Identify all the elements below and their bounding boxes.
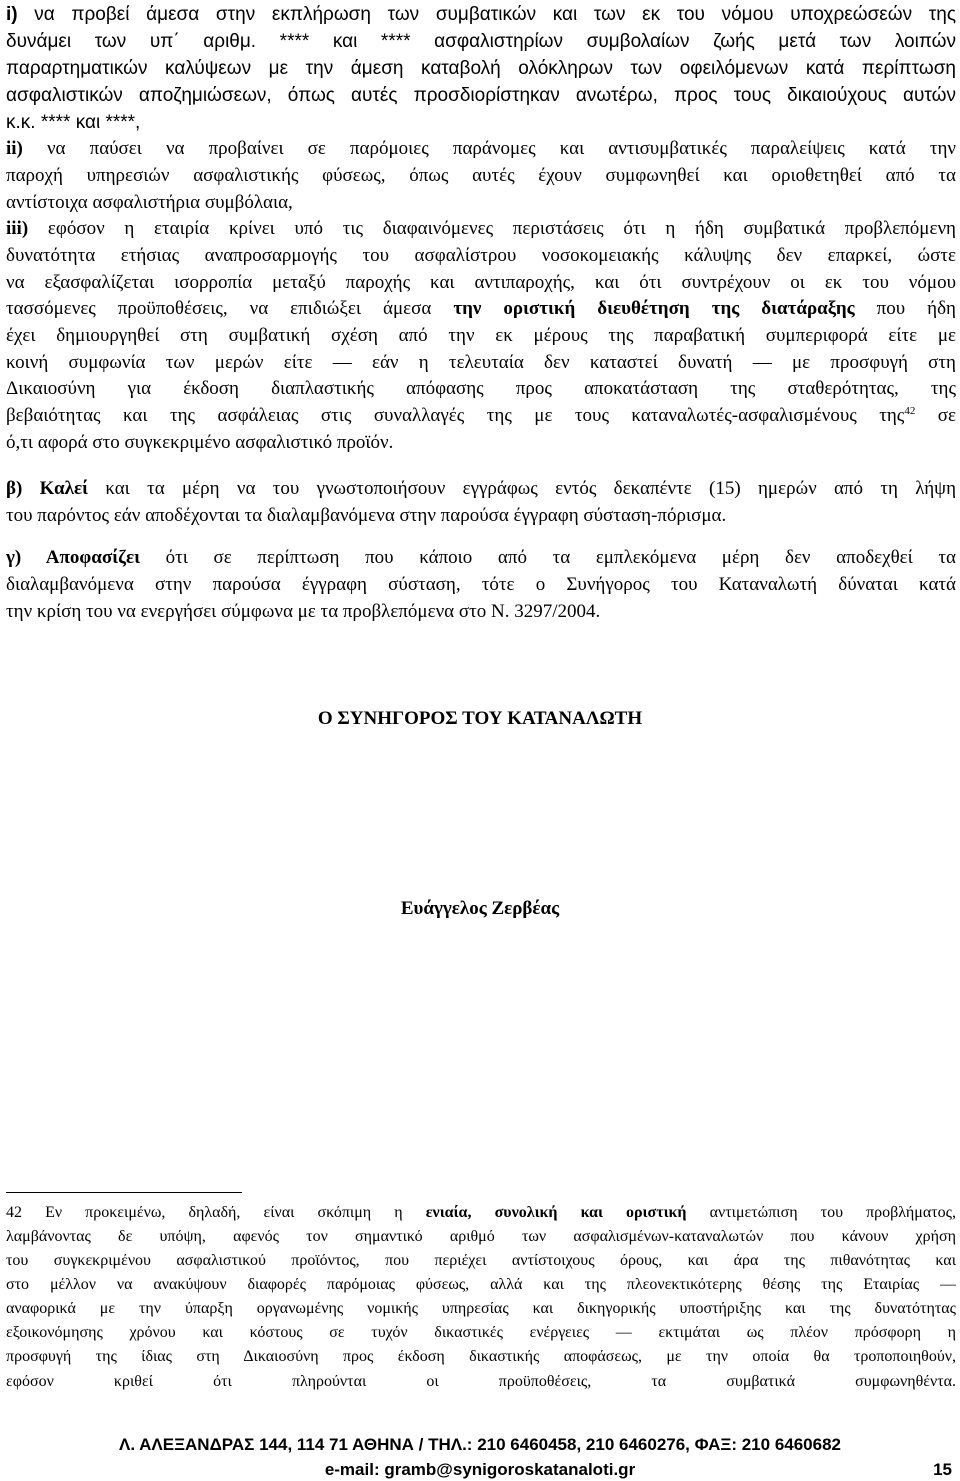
footnote-line-3: του συγκεκριμένου ασφαλιστικού προϊόντος, που περιέχει αντίστοιχους όρους, και άρα της πιθανότητας και — [6, 1252, 956, 1269]
footnote-ref-42: 42 — [904, 405, 916, 417]
footnote-divider — [6, 1192, 242, 1193]
signature-name: Ευάγγελος Ζερβέας — [400, 898, 560, 919]
para-c-line-3: την κρίση του να ενεργήσει σύμφωνα με τα προβλεπόμενα στο Ν. 3297/2004. — [6, 601, 601, 622]
para-i-line-3: παραρτηματικών καλύψεων με την άμεση καταβολή ολόκληρων των οφειλόμενων κατά περίπτωση — [6, 58, 956, 79]
para-iii-line-2: δυνατότητα ετήσιας αναπροσαρμογής του ασφαλίστρου νοσοκομειακής κάλυψης δεν επαρκεί, ώστε — [6, 245, 956, 266]
footnote-line-1: 42 Εν προκειμένω, δηλαδή, είναι σκόπιμη η ενιαία, συνολική και οριστική αντιμετώπιση του προβλήματος, — [6, 1204, 957, 1221]
footnote-line-8: εφόσον κριθεί ότι πληρούνται οι προϋποθέσεις, τα συμβατικά συμφωνηθέντα. — [6, 1373, 956, 1390]
para-iii-line-3: να εξασφαλίζεται ισορροπία μεταξύ παροχής και αντιπαροχής, και ότι συντρέχουν οι εκ του νόμου — [6, 272, 956, 293]
footnote-emphasis: ενιαία, συνολική και οριστική — [425, 1204, 687, 1221]
footnote-line-4: στο μέλλον να ανακύψουν διαφορές παρόμοιας φύσεως, αλλά και της πλεονεκτικότερης θέσης της Εταιρίας — — [6, 1276, 956, 1293]
para-iii-line-1: iii) εφόσον η εταιρία κρίνει υπό τις διαφαινόμενες περιστάσεις ότι η ήδη συμβατικά προβλεπόμενη — [6, 218, 956, 239]
para-iii-line-4: τασσόμενες προϋποθέσεις, να επιδιώξει άμεσα την οριστική διευθέτηση της διατάραξης που ήδη — [6, 298, 956, 319]
para-i-line-5: κ.κ. **** και ****, — [6, 112, 141, 133]
para-iii-label: iii) — [6, 218, 29, 239]
para-iii-line-6: κοινή συμφωνία των μερών είτε — εάν η τελευταία δεν καταστεί δυνατή — με προσφυγή στη — [6, 352, 956, 373]
para-b-line-1: β) Καλεί και τα μέρη να του γνωστοποιήσουν εγγράφως εντός δεκαπέντε (15) ημερών από τη λήψη — [6, 478, 957, 499]
page-number: 15 — [933, 1460, 952, 1479]
para-c-line-1: γ) Αποφασίζει ότι σε περίπτωση που κάποιο από τα εμπλεκόμενα μέρη δεν αποδεχθεί τα — [6, 547, 956, 568]
para-ii-label: ii) — [6, 138, 23, 159]
footnote-line-5: αναφορικά με την ύπαρξη οργανωμένης νομικής υπηρεσίας και δικηγορικής υποστήριξης και της δυνατότητας — [6, 1300, 956, 1317]
para-iii-line-8: βεβαιότητας και της ασφάλειας στις συναλλαγές της με τους καταναλωτές-ασφαλισμένους της$^{42}$ σε — [6, 405, 956, 426]
footnote-line-6: εξοικονόμησης χρόνου και κόστους σε τυχόν δικαστικές ενέργειες — εκτιμάται ως πλέον πρόσφορη η — [6, 1324, 956, 1341]
footer-address: Λ. ΑΛΕΞΑΝΔΡΑΣ 144, 114 71 ΑΘΗΝΑ / ΤΗΛ.: 210 6460458, 210 6460276, ΦΑΞ: 210 6460682 — [118, 1435, 841, 1454]
signature-authority: Ο ΣΥΝΗΓΟΡΟΣ ΤΟΥ ΚΑΤΑΝΑΛΩΤΗ — [317, 708, 643, 729]
para-i-line-4: ασφαλιστικών αποζημιώσεων, όπως αυτές προσδιορίστηκαν ανωτέρω, προς τους δικαιούχους αυτών — [6, 85, 956, 106]
footer-email: e-mail: gramb@synigoroskatanaloti.gr — [324, 1460, 636, 1479]
para-c-line-2: διαλαμβανόμενα στην παρούσα έγγραφη σύσταση, τότε ο Συνήγορος του Καταναλωτή δύναται κατά — [6, 574, 956, 595]
para-ii-line-3: αντίστοιχα ασφαλιστήρια συμβόλαια, — [6, 192, 293, 213]
para-b-line-2: του παρόντος εάν αποδέχονται τα διαλαμβανόμενα στην παρούσα έγγραφη σύσταση-πόρισμα. — [6, 505, 727, 526]
para-i-label: i) — [6, 4, 18, 25]
para-c-label: γ) Αποφασίζει — [6, 547, 140, 568]
para-ii-line-2: παροχή υπηρεσιών ασφαλιστικής φύσεως, όπως αυτές έχουν συμφωνηθεί και οριοθετηθεί από τα — [6, 165, 956, 186]
footnote-line-2: λαμβάνοντας δε υπόψη, αφενός τον σημαντικό αριθμό των ασφαλισμένων-καταναλωτών που κάνουν χρήση — [6, 1228, 956, 1245]
para-iii-emphasis: την οριστική διευθέτηση της διατάραξης — [453, 298, 855, 319]
footnote-line-7: προσφυγή της ίδιας στη Δικαιοσύνη προς έκδοση δικαστικής αποφάσεως, με την οποία θα τροποποιηθούν, — [6, 1348, 956, 1365]
para-ii-line-1: ii) να παύσει να προβαίνει σε παρόμοιες παράνομες και αντισυμβατικές παραλείψεις κατά την — [6, 138, 956, 159]
para-iii-line-7: Δικαιοσύνη για έκδοση διαπλαστικής απόφασης προς αποκατάσταση της σταθερότητας, της — [6, 378, 956, 399]
para-i-line-1: i) να προβεί άμεσα στην εκπλήρωση των συμβατικών και των εκ του νόμου υποχρεώσεών της — [6, 4, 956, 25]
para-i-line-2: δυνάμει των υπ΄ αριθμ. **** και **** ασφαλιστηρίων συμβολαίων ζωής μετά των λοιπών — [6, 31, 956, 52]
para-b-label: β) Καλεί — [6, 478, 89, 499]
para-iii-line-5: έχει δημιουργηθεί στη συμβατική σχέση από την εκ μέρους της παραβατική συμπεριφορά είτε με — [6, 325, 956, 346]
para-iii-line-9: ό,τι αφορά στο συγκεκριμένο ασφαλιστικό προϊόν. — [6, 432, 394, 453]
